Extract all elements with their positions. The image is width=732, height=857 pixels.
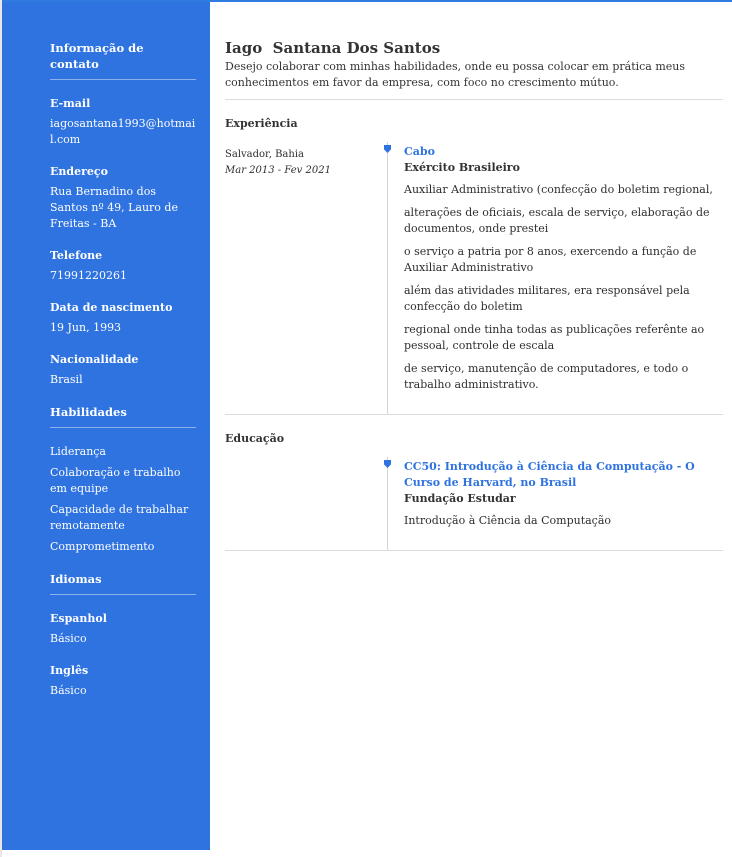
course-title: CC50: Introdução à Ciência da Computação - O Curso de Harvard, no Brasil xyxy=(404,460,695,489)
experience-entry xyxy=(225,142,723,426)
contact-address xyxy=(50,164,196,232)
contact-label: Endereço xyxy=(50,165,108,178)
skill-item: Liderança xyxy=(50,445,106,458)
experience-meta xyxy=(225,147,375,179)
language-spanish xyxy=(50,611,196,647)
sidebar-content xyxy=(50,40,196,715)
email-value: iagosantana1993@hotmail.com xyxy=(50,117,196,146)
section-divider xyxy=(225,99,723,100)
address-value: Rua Bernadino dos Santos nº 49, Lauro de Freitas - BA xyxy=(50,185,178,230)
job-description xyxy=(404,182,723,393)
description-paragraph: além das atividades militares, era responsável pela confecção do boletim xyxy=(404,284,690,313)
main-content xyxy=(225,38,723,551)
contact-label: E-mail xyxy=(50,97,91,110)
phone-value: 71991220261 xyxy=(50,269,127,282)
timeline-marker-icon xyxy=(384,145,391,153)
experience-dates: Mar 2013 - Fev 2021 xyxy=(225,165,331,176)
contact-nationality xyxy=(50,352,196,388)
language-english xyxy=(50,663,196,699)
language-level: Básico xyxy=(50,684,87,697)
language-label: Espanhol xyxy=(50,612,107,625)
language-label: Inglês xyxy=(50,664,89,677)
candidate-name: Iago Santana Dos Santos xyxy=(225,39,441,57)
contact-email xyxy=(50,96,196,148)
education-details xyxy=(387,457,723,550)
skill-item: Colaboração e trabalho em equipe xyxy=(50,466,181,495)
languages-heading: Idiomas xyxy=(50,571,196,595)
description-paragraph: alterações de oficiais, escala de serviço, elaboração de documentos, onde prestei xyxy=(404,206,710,235)
skill-item: Capacidade de trabalhar remotamente xyxy=(50,503,189,532)
education-heading: Educação xyxy=(225,432,285,445)
experience-location: Salvador, Bahia xyxy=(225,149,304,160)
skills-list xyxy=(50,444,196,555)
contact-label: Telefone xyxy=(50,249,103,262)
employer-name: Exército Brasileiro xyxy=(404,161,520,174)
education-entry xyxy=(225,457,723,562)
course-description xyxy=(404,513,723,529)
description-paragraph: de serviço, manutenção de computadores, e todo o trabalho administrativo. xyxy=(404,362,689,391)
sidebar xyxy=(2,2,210,850)
contact-phone xyxy=(50,248,196,284)
timeline-marker-icon xyxy=(384,460,391,468)
nationality-value: Brasil xyxy=(50,373,83,386)
birthdate-value: 19 Jun, 1993 xyxy=(50,321,122,334)
experience-details xyxy=(387,142,723,414)
contact-birthdate xyxy=(50,300,196,336)
contact-label: Data de nascimento xyxy=(50,301,173,314)
experience-heading: Experiência xyxy=(225,117,298,130)
description-paragraph: o serviço a patria por 8 anos, exercendo a função de Auxiliar Administrativo xyxy=(404,245,697,274)
description-paragraph: Auxiliar Administrativo (confecção do boletim regional, xyxy=(404,183,713,196)
contact-heading: Informação de contato xyxy=(50,40,196,80)
description-paragraph: Introdução à Ciência da Computação xyxy=(404,514,612,527)
description-paragraph: regional onde tinha todas as publicações referênte ao pessoal, controle de escala xyxy=(404,323,705,352)
job-title: Cabo xyxy=(404,145,435,158)
contact-label: Nacionalidade xyxy=(50,353,139,366)
skill-item: Comprometimento xyxy=(50,540,155,553)
language-level: Básico xyxy=(50,632,87,645)
skills-heading: Habilidades xyxy=(50,404,196,428)
career-summary: Desejo colaborar com minhas habilidades, onde eu possa colocar em prática meus conhecimentos em favor da empresa, com foco no crescimento mútuo. xyxy=(225,60,686,89)
institution-name: Fundação Estudar xyxy=(404,492,516,505)
